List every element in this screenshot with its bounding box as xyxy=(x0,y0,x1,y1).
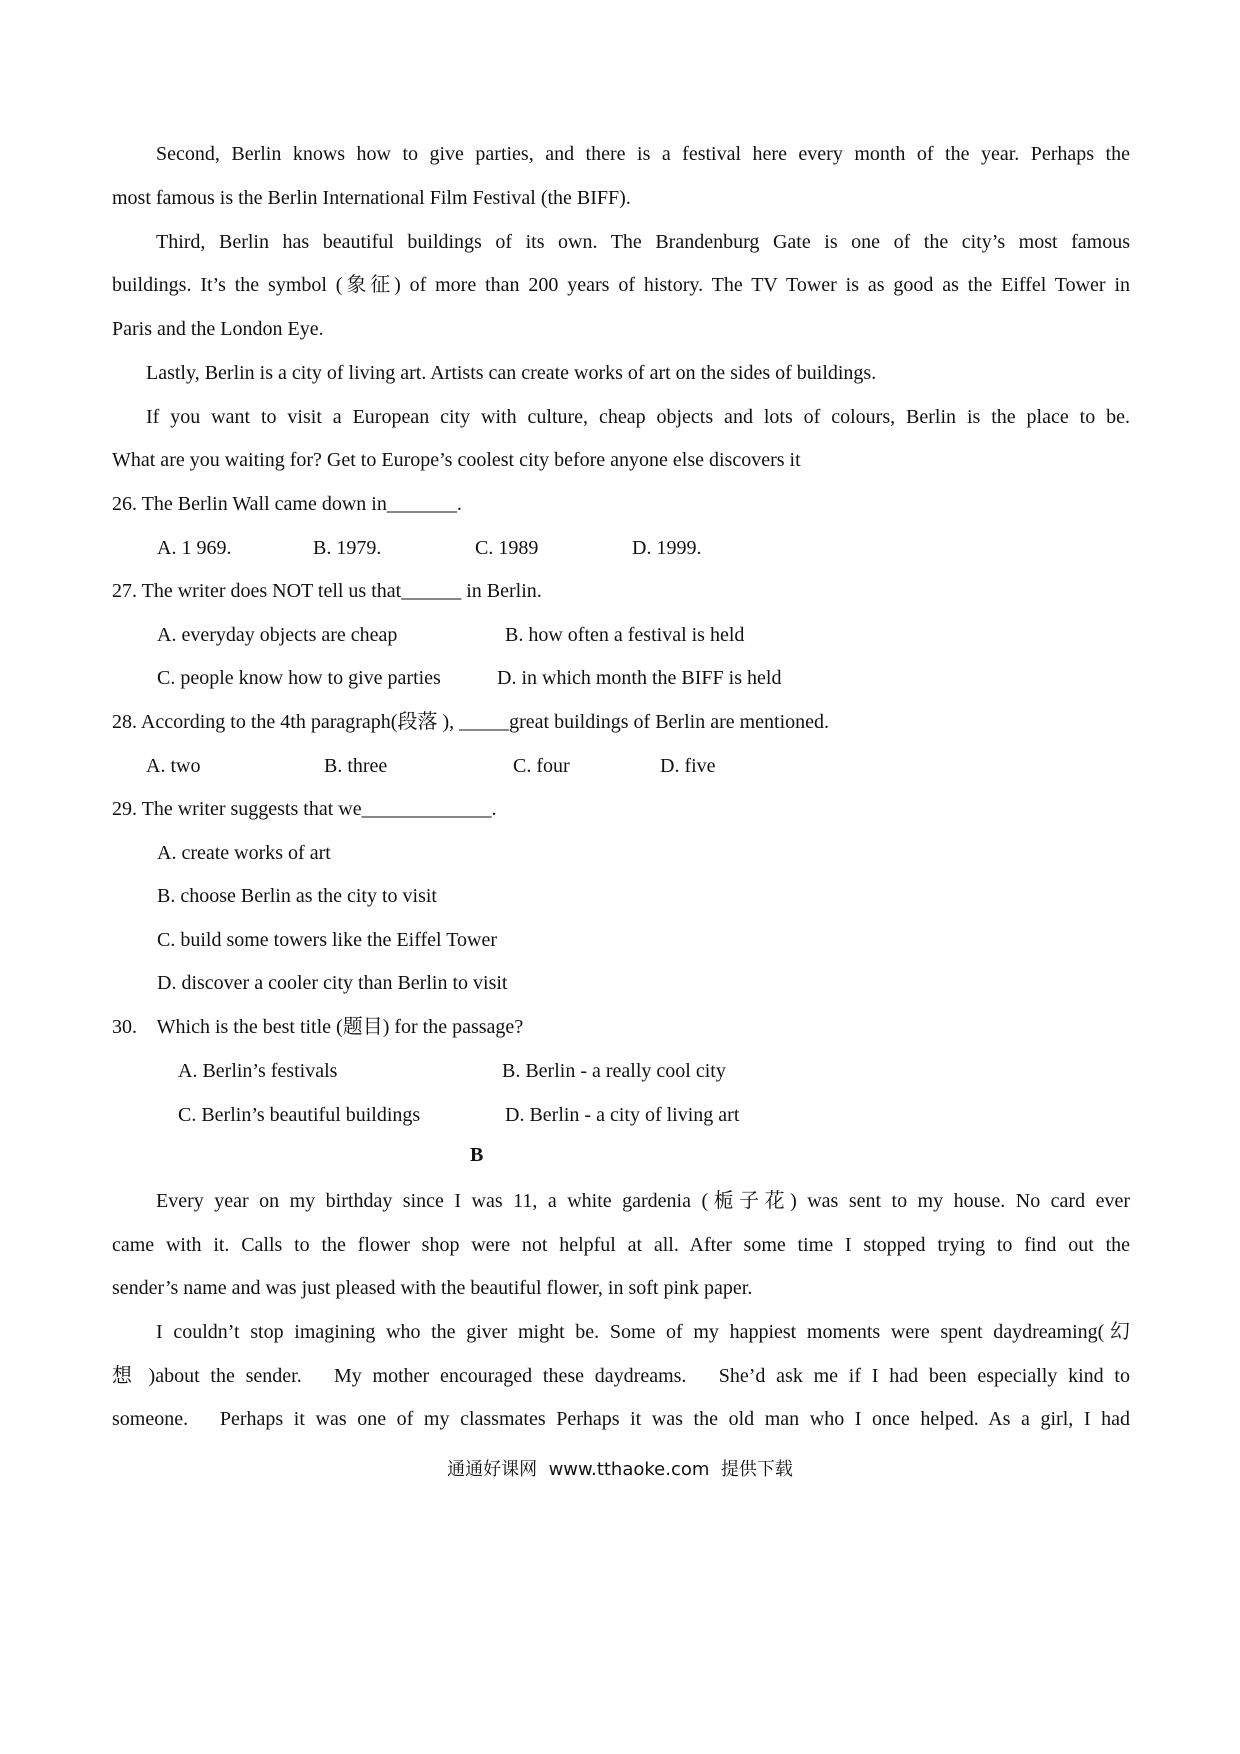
question-27-option-d: D. in which month the BIFF is held xyxy=(497,667,782,689)
question-28-option-b: B. three xyxy=(324,755,388,777)
question-29-stem: 29. The writer suggests that we_____________. xyxy=(112,798,497,820)
paragraph-buildings-line-1: Third, Berlin has beautiful buildings of its own. The Brandenburg Gate is one of the city’s most famous xyxy=(156,231,1130,253)
question-29-option-d: D. discover a cooler city than Berlin to visit xyxy=(157,972,508,994)
paragraph-conclusion-line-2: What are you waiting for? Get to Europe’s coolest city before anyone else discovers it xyxy=(112,449,801,471)
section-b-paragraph-2-line-1: I couldn’t stop imagining who the giver might be. Some of my happiest moments were spent daydreaming(幻 xyxy=(156,1321,1130,1343)
question-29-option-b: B. choose Berlin as the city to visit xyxy=(157,885,437,907)
question-26-option-d: D. 1999. xyxy=(632,537,702,559)
paragraph-living-art: Lastly, Berlin is a city of living art. Artists can create works of art on the sides of buildings. xyxy=(146,362,877,384)
question-28-stem: 28. According to the 4th paragraph(段落 ), _____great buildings of Berlin are mentioned. xyxy=(112,711,830,733)
question-26-option-a: A. 1 969. xyxy=(157,537,232,559)
question-29-option-c: C. build some towers like the Eiffel Tower xyxy=(157,929,498,951)
question-27-option-a: A. everyday objects are cheap xyxy=(157,624,398,646)
question-28-option-c: C. four xyxy=(513,755,570,777)
question-27-stem: 27. The writer does NOT tell us that______ in Berlin. xyxy=(112,580,542,602)
question-28-option-d: D. five xyxy=(660,755,716,777)
paragraph-festivals-line-2: most famous is the Berlin International Film Festival (the BIFF). xyxy=(112,187,631,209)
question-26-option-b: B. 1979. xyxy=(313,537,382,559)
section-b-paragraph-1-line-1: Every year on my birthday since I was 11, a white gardenia (栀子花) was sent to my house. No card ever xyxy=(156,1190,1130,1212)
question-30-option-a: A. Berlin’s festivals xyxy=(178,1060,338,1082)
question-28-option-a: A. two xyxy=(146,755,201,777)
paragraph-conclusion-line-1: If you want to visit a European city with culture, cheap objects and lots of colours, Berlin is the place to be. xyxy=(146,406,1130,428)
question-26-stem: 26. The Berlin Wall came down in_______. xyxy=(112,493,462,515)
question-30-option-c: C. Berlin’s beautiful buildings xyxy=(178,1104,421,1126)
question-29-option-a: A. create works of art xyxy=(157,842,331,864)
section-b-heading: B xyxy=(470,1144,484,1166)
paragraph-buildings-line-3: Paris and the London Eye. xyxy=(112,318,324,340)
section-b-paragraph-1-line-3: sender’s name and was just pleased with the beautiful flower, in soft pink paper. xyxy=(112,1277,753,1299)
question-30-stem: 30. Which is the best title (题目) for the passage? xyxy=(112,1016,524,1038)
section-b-paragraph-2-line-3: someone. Perhaps it was one of my classmates Perhaps it was the old man who I once helped. As a girl, I had xyxy=(112,1408,1130,1430)
question-30-option-b: B. Berlin - a really cool city xyxy=(502,1060,726,1082)
page-footer-watermark: 通通好课网 www.tthaoke.com 提供下载 xyxy=(447,1459,793,1480)
paragraph-festivals-line-1: Second, Berlin knows how to give parties, and there is a festival here every month of the year. Perhaps the xyxy=(156,143,1130,165)
question-30-option-d: D. Berlin - a city of living art xyxy=(505,1104,740,1126)
question-27-option-b: B. how often a festival is held xyxy=(505,624,745,646)
paragraph-buildings-line-2: buildings. It’s the symbol (象征) of more than 200 years of history. The TV Tower is as good as the Eiffel Tower in xyxy=(112,274,1130,296)
question-27-option-c: C. people know how to give parties xyxy=(157,667,441,689)
question-26-option-c: C. 1989 xyxy=(475,537,539,559)
section-b-paragraph-2-line-2: 想 )about the sender. My mother encouraged these daydreams. She’d ask me if I had been especially kind to xyxy=(112,1365,1130,1387)
section-b-paragraph-1-line-2: came with it. Calls to the flower shop were not helpful at all. After some time I stopped trying to find out the xyxy=(112,1234,1130,1256)
